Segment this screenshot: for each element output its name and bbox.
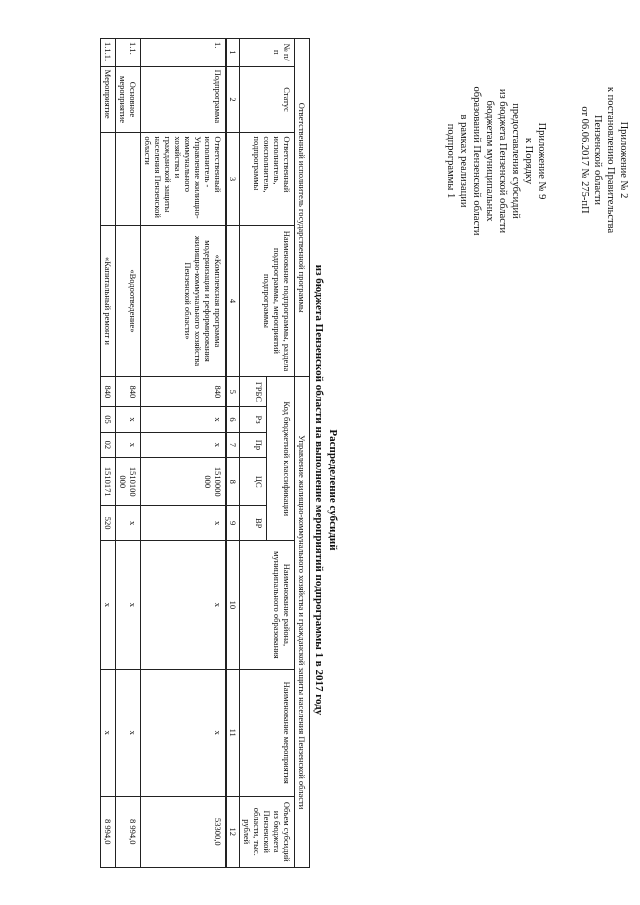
header-budget-code: Код бюджетной классификации bbox=[267, 377, 295, 540]
row-num: 1.1. bbox=[116, 39, 141, 67]
column-number: 8 bbox=[226, 458, 240, 506]
row-name: «Капитальный ремонт и bbox=[101, 225, 116, 377]
row-name: «Водоотведение» bbox=[116, 225, 141, 377]
executor-label: Ответственный исполнитель государственной программы bbox=[295, 39, 310, 377]
row-district: х bbox=[141, 540, 227, 669]
row-event: х bbox=[116, 669, 141, 796]
appendix-2-line-1: Приложение № 2 bbox=[618, 121, 629, 199]
header-event: Наименование мероприятия bbox=[240, 669, 295, 796]
row-event: х bbox=[101, 669, 116, 796]
row-responsible bbox=[101, 133, 116, 225]
column-number: 7 bbox=[226, 432, 240, 457]
header-status: Статус bbox=[240, 66, 295, 133]
row-pr: х bbox=[141, 432, 227, 457]
appendix-9-line-6: образований Пензенской области bbox=[471, 86, 482, 236]
row-num: 1.1.1. bbox=[101, 39, 116, 67]
executor-value: Управление жилищно-коммунального хозяйства и гражданской защиты населения Пензенской области bbox=[295, 377, 310, 868]
row-rz: х bbox=[116, 407, 141, 432]
executor-row bbox=[295, 39, 310, 868]
row-status: Мероприятие bbox=[101, 66, 116, 133]
header-grbs: ГРБС bbox=[240, 377, 268, 407]
appendix-9-line-8: подпрограммы 1 bbox=[445, 123, 456, 199]
appendix-9-line-1: Приложение № 9 bbox=[536, 122, 547, 200]
appendix-9-header bbox=[444, 26, 548, 296]
column-number: 6 bbox=[226, 407, 240, 432]
header-responsible: Ответственный исполнитель, соисполнитель, подпрограммы bbox=[240, 133, 295, 225]
row-volume: 8 994,0 bbox=[101, 796, 116, 867]
column-number-row bbox=[226, 39, 240, 868]
column-number: 12 bbox=[226, 796, 240, 867]
header-row-1 bbox=[267, 39, 295, 868]
row-cs: 1510000 000 bbox=[141, 458, 227, 506]
row-grbs: 840 bbox=[116, 377, 141, 407]
row-name: «Комплексная программа модернизации и реформирования жилищно-коммунального хозяйства Пензенской области» bbox=[141, 225, 227, 377]
row-status: Основное мероприятие bbox=[116, 66, 141, 133]
row-vr: 520 bbox=[101, 506, 116, 541]
row-responsible: Ответственный исполнитель - Управление жилищно-коммунального хозяйства и гражданской защиты населения Пензенской области bbox=[141, 133, 227, 225]
row-grbs: 840 bbox=[141, 377, 227, 407]
row-rz: 05 bbox=[101, 407, 116, 432]
column-number: 1 bbox=[226, 39, 240, 67]
table-row bbox=[116, 39, 141, 868]
appendix-2-header bbox=[578, 40, 630, 280]
header-volume: Объем субсидий из бюджета Пензенской области, тыс. рублей bbox=[240, 796, 295, 867]
column-number: 2 bbox=[226, 66, 240, 133]
row-cs: 1510100 000 bbox=[116, 458, 141, 506]
appendix-9-line-7: в рамках реализации bbox=[458, 114, 469, 208]
row-status: Подпрограмма bbox=[141, 66, 227, 133]
table-row bbox=[101, 39, 116, 868]
header-vr: ВР bbox=[240, 506, 268, 541]
appendix-2-line-4: от 06.06.2017 № 275-пП bbox=[579, 106, 590, 214]
row-pr: 02 bbox=[101, 432, 116, 457]
header-rz: Рз bbox=[240, 407, 268, 432]
title-line-1: Распределение субсидий bbox=[327, 429, 339, 551]
appendix-9-line-4: из бюджета Пензенской области bbox=[497, 88, 508, 234]
header-district: Наименование района, муниципального образования bbox=[240, 540, 295, 669]
row-cs: 1510171 bbox=[101, 458, 116, 506]
table-row bbox=[141, 39, 227, 868]
row-volume: 53300,0 bbox=[141, 796, 227, 867]
row-grbs: 840 bbox=[101, 377, 116, 407]
row-volume: 8 994,0 bbox=[116, 796, 141, 867]
row-district: х bbox=[101, 540, 116, 669]
row-responsible bbox=[116, 133, 141, 225]
header-cs: ЦС bbox=[240, 458, 268, 506]
column-number: 10 bbox=[226, 540, 240, 669]
appendix-9-line-2: к Порядку bbox=[523, 137, 534, 185]
row-num: 1. bbox=[141, 39, 227, 67]
column-number: 3 bbox=[226, 133, 240, 225]
row-rz: х bbox=[141, 407, 227, 432]
column-number: 11 bbox=[226, 669, 240, 796]
appendix-9-line-3: предоставления субсидий bbox=[510, 103, 521, 219]
document-title bbox=[312, 150, 340, 830]
column-number: 9 bbox=[226, 506, 240, 541]
header-name: Наименование подпрограммы, раздела подпрограммы, мероприятий подпрограммы bbox=[240, 225, 295, 377]
appendix-9-line-5: бюджетам муниципальных bbox=[484, 100, 495, 222]
row-district: х bbox=[116, 540, 141, 669]
column-number: 4 bbox=[226, 225, 240, 377]
row-event: х bbox=[141, 669, 227, 796]
column-number: 5 bbox=[226, 377, 240, 407]
row-pr: х bbox=[116, 432, 141, 457]
header-num: № п/п bbox=[240, 39, 295, 67]
subsidy-table bbox=[100, 38, 310, 868]
appendix-2-line-2: к постановлению Правительства bbox=[605, 86, 616, 234]
title-line-2: из бюджета Пензенской области на выполнение мероприятий подпрограммы 1 в 2017 году bbox=[313, 264, 325, 716]
header-pr: Пр bbox=[240, 432, 268, 457]
appendix-2-line-3: Пензенской области bbox=[592, 114, 603, 206]
row-vr: х bbox=[116, 506, 141, 541]
row-vr: х bbox=[141, 506, 227, 541]
